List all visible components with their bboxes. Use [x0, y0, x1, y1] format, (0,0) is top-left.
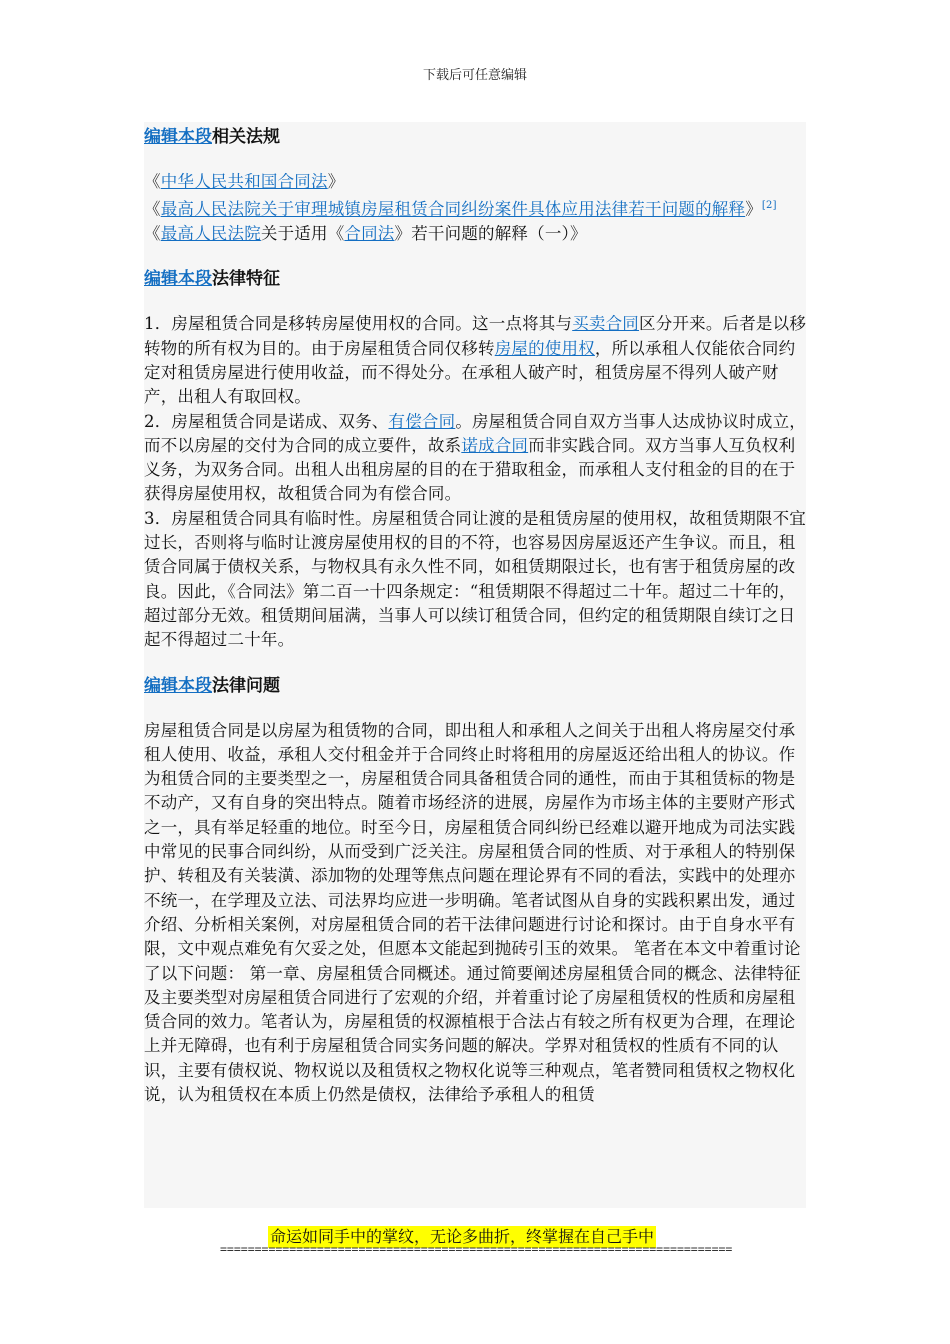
edit-section-link[interactable]: 编辑本段	[144, 675, 212, 696]
law-item: 《最高人民法院关于审理城镇房屋租赁合同纠纷案件具体应用法律若干问题的解释》[2]	[144, 199, 777, 219]
section-title: 法律问题	[212, 675, 280, 696]
feature-paragraph: 3．房屋租赁合同具有临时性。房屋租赁合同让渡的是租赁房屋的使用权，故租赁期限不宜过长，否则将与临时让渡房屋使用权的目的不符，也容易因房屋返还产生争议。而且，租赁合同属于债权关系，与物权具有永久性不同，如租赁期限过长，也有害于租赁房屋的改良。因此，《合同法》第二百一十四条规定：“租赁期限不得超过二十年。超过二十年的，超过部分无效。租赁期间届满，当事人可以续订租赁合同，但约定的租赁期限自续订之日起不得超过二十年。	[144, 508, 806, 650]
feature-paragraph: 2．房屋租赁合同是诺成、双务、有偿合同。房屋租赁合同自双方当事人达成协议时成立，而不以房屋的交付为合同的成立要件，故系诺成合同而非实践合同。双方当事人互负权利义务，为双务合同。出租人出租房屋的目的在于猎取租金，而承租人支付租金的目的在于获得房屋使用权，故租赁合同为有偿合同。	[144, 411, 806, 504]
inline-link[interactable]: 买卖合同	[572, 314, 640, 334]
edit-section-link[interactable]: 编辑本段	[144, 127, 212, 147]
inline-link[interactable]: 房屋的使用权	[494, 338, 595, 358]
law-link[interactable]: 中华人民共和国合同法	[160, 172, 328, 191]
law-item: 《最高人民法院关于适用《合同法》若干问题的解释（一）》	[144, 224, 587, 244]
footer-quote: 命运如同手中的掌纹，无论多曲折，终掌握在自己手中	[270, 1227, 655, 1246]
law-link[interactable]: 最高人民法院	[160, 224, 261, 244]
law-item: 《中华人民共和国合同法》	[144, 172, 345, 191]
section-heading-issues	[144, 671, 806, 699]
section-title: 法律特征	[212, 269, 280, 290]
section-heading-laws	[144, 122, 806, 150]
section-heading-features	[144, 264, 806, 292]
inline-link[interactable]: 有偿合同	[388, 411, 456, 431]
article-content	[144, 122, 806, 1208]
section-title: 相关法规	[212, 127, 280, 147]
law-link[interactable]: 合同法	[344, 224, 395, 244]
edit-section-link[interactable]: 编辑本段	[144, 269, 212, 290]
page-header: 下载后可任意编辑	[422, 68, 527, 83]
inline-link[interactable]: 诺成合同	[461, 435, 529, 455]
reference-marker[interactable]: [2]	[761, 200, 777, 212]
footer-divider: ==========================================================================	[220, 1242, 733, 1256]
issue-paragraph: 房屋租赁合同是以房屋为租赁物的合同，即出租人和承租人之间关于出租人将房屋交付承租人使用、收益，承租人交付租金并于合同终止时将租用的房屋返还给出租人的协议。作为租赁合同的主要类型之一，房屋租赁合同具备租赁合同的通性，而由于其租赁标的物是不动产，又有自身的突出特点。随着市场经济的进展，房屋作为市场主体的主要财产形式之一，具有举足轻重的地位。时至今日，房屋租赁合同纠纷已经难以避开地成为司法实践中常见的民事合同纠纷，从而受到广泛关注。房屋租赁合同的性质、对于承租人的特别保护、转租及有关装潢、添加物的处理等焦点问题在理论界有不同的看法，实践中的处理亦不统一，在学理及立法、司法界均应进一步明确。笔者试图从自身的实践积累出发，通过介绍、分析相关案例，对房屋租赁合同的若干法律问题进行讨论和探讨。由于自身水平有限，文中观点难免有欠妥之处，但愿本文能起到抛砖引玉的效果。 笔者在本文中着重讨论了以下问题： 第一章、房屋租赁合同概述。通过简要阐述房屋租赁合同的概念、法律特征及主要类型对房屋租赁合同进行了宏观的介绍，并着重讨论了房屋租赁权的性质和房屋租赁合同的效力。笔者认为，房屋租赁的权源植根于合法占有较之所有权更为合理，在理论上并无障碍，也有利于房屋租赁合同实务问题的解决。学界对租赁权的性质有不同的认识，主要有债权说、物权说以及租赁权之物权化说等三种观点，笔者赞同租赁权之物权化说，认为租赁权在本质上仍然是债权，法律给予承租人的租赁	[144, 720, 801, 1104]
feature-paragraph: 1．房屋租赁合同是移转房屋使用权的合同。这一点将其与买卖合同区分开来。后者是以移转物的所有权为目的。由于房屋租赁合同仅移转房屋的使用权，所以承租人仅能依合同约定对租赁房屋进行使用收益，而不得处分。在承租人破产时，租赁房屋不得列人破产财产，出租人有取回权。	[144, 314, 806, 407]
law-link[interactable]: 最高人民法院关于审理城镇房屋租赁合同纠纷案件具体应用法律若干问题的解释	[160, 199, 746, 219]
